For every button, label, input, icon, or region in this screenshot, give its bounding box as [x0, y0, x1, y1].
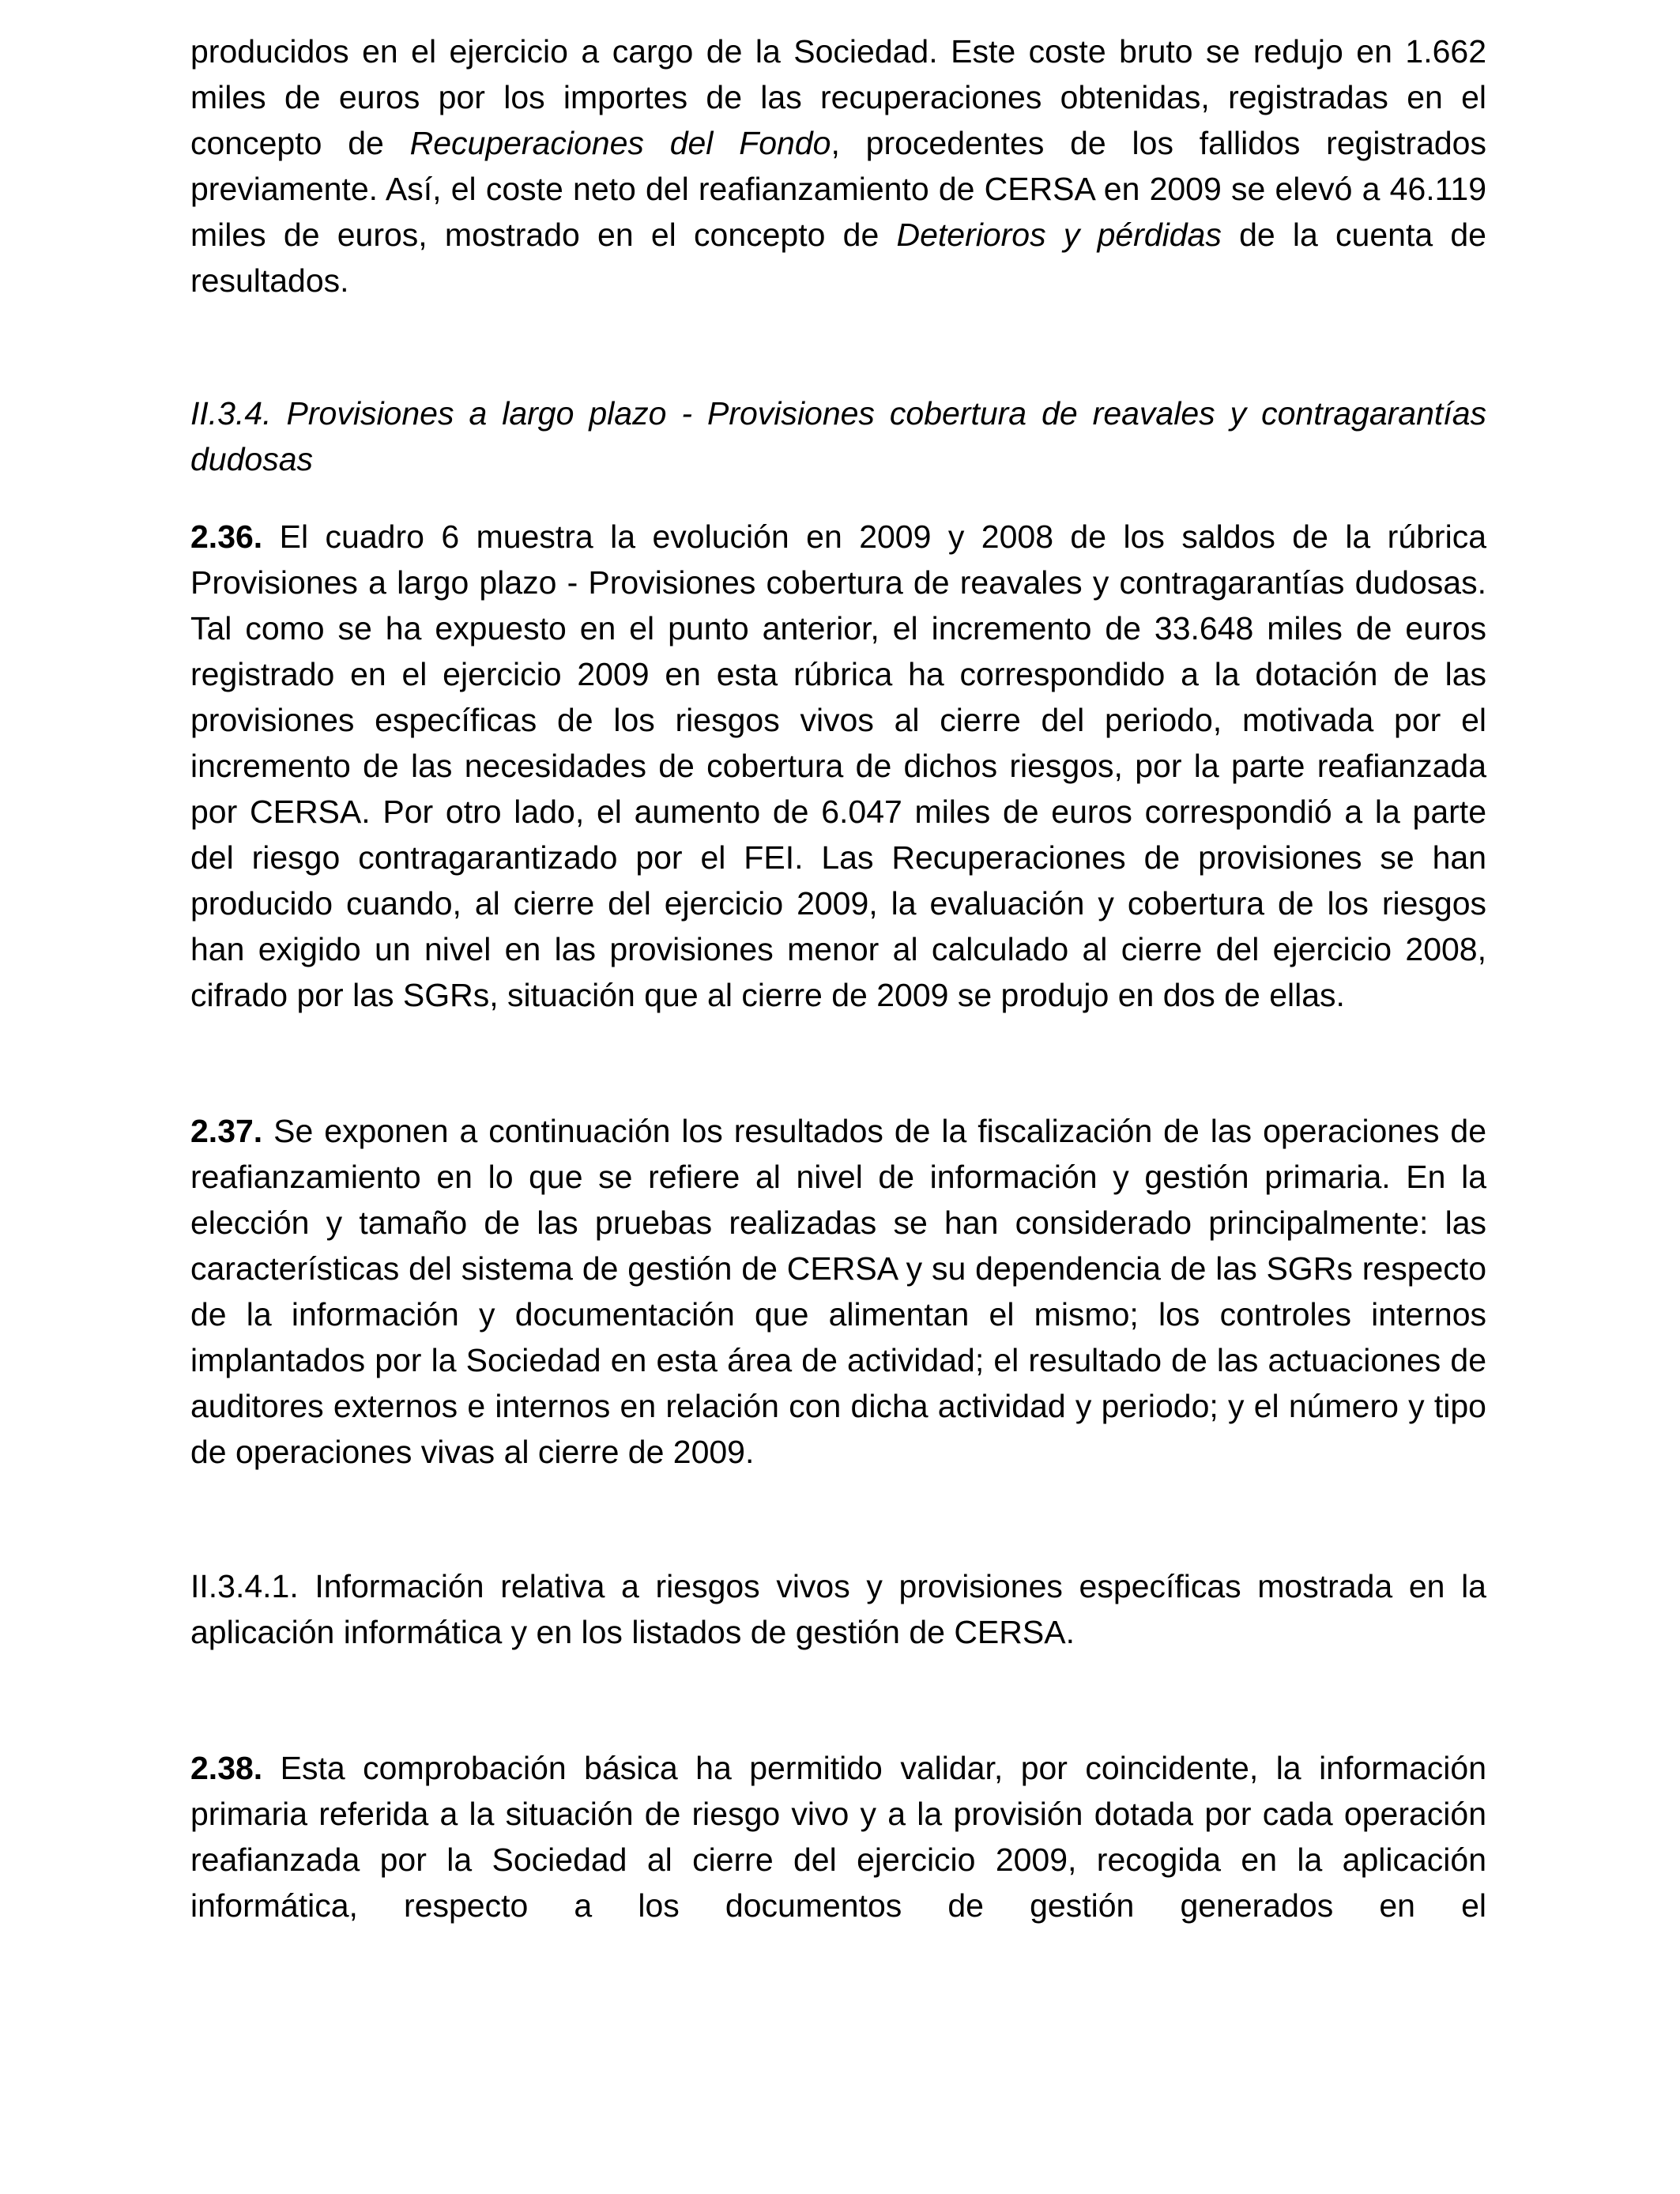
paragraph-number: 2.38. — [190, 1750, 263, 1786]
paragraph-2-36 — [190, 514, 1486, 1018]
paragraph-text: Se exponen a continuación los resultados de la fiscalización de las operaciones de reafianzamiento en lo que se refiere al nivel de información y gestión primaria. En la elección y tamaño de las pruebas realizadas se han considerado principalmente: las características del sistema de gestión de CERSA y su dependencia de las SGRs respecto de la información y documentación que alimentan el mismo; los controles internos implantados por la Sociedad en esta área de actividad; el resultado de las actuaciones de auditores externos e internos en relación con dicha actividad y periodo; y el número y tipo de operaciones vivas al cierre de 2009. — [190, 1113, 1486, 1470]
section-heading-ii-3-4-1: II.3.4.1. Información relativa a riesgos vivos y provisiones específicas mostrada en la aplicación informática y en los listados de gestión de CERSA. — [190, 1568, 1486, 1650]
paragraph-number: 2.36. — [190, 518, 263, 555]
paragraph-text: El cuadro 6 muestra la evolución en 2009 y 2008 de los saldos de la rúbrica Provisiones a largo plazo - Provisiones cobertura de reavales y contragarantías dudosas. Tal como se ha expuesto en el punto anterior, el incremento de 33.648 miles de euros registrado en el ejercicio 2009 en esta rúbrica ha correspondido a la dotación de las provisiones específicas de los riesgos vivos al cierre del periodo, motivada por el incremento de las necesidades de cobertura de dichos riesgos, por la parte reafianzada por CERSA. Por otro lado, el aumento de 6.047 miles de euros correspondió a la parte del riesgo contragarantizado por el FEI. Las Recuperaciones de provisiones se han producido cuando, al cierre del ejercicio 2009, la evaluación y cobertura de los riesgos han exigido un nivel en las provisiones menor al calculado al cierre del ejercicio 2008, cifrado por las SGRs, situación que al cierre de 2009 se produjo en dos de ellas. — [190, 518, 1486, 1013]
italic-term-recuperaciones: Recuperaciones del Fondo — [409, 125, 831, 161]
italic-term-deterioros: Deterioros y pérdidas — [896, 217, 1222, 253]
paragraph-text: Esta comprobación básica ha permitido validar, por coincidente, la información primaria referida a la situación de riesgo vivo y a la provisión dotada por cada operación reafianzada por la Sociedad al cierre del ejercicio 2009, recogida en la aplicación informática, respecto a los documentos de gestión generados en el — [190, 1750, 1486, 1924]
paragraph-2-38 — [190, 1745, 1486, 1928]
paragraph-2-37 — [190, 1108, 1486, 1475]
paragraph-text: , procedentes de los fallidos registrados previamente. Así, el coste neto del reafianzamiento de CERSA en 2009 se elevó a 46.119 miles de euros, mostrado en el concepto de — [190, 125, 1486, 253]
paragraph-text: de la cuenta de resultados. — [190, 217, 1486, 299]
document-body — [190, 28, 1486, 1928]
paragraph-continuation — [190, 28, 1486, 303]
paragraph-text: producidos en el ejercicio a cargo de la Sociedad. Este coste bruto se redujo en 1.662 miles de euros por los importes de las recuperaciones obtenidas, registradas en el concepto de — [190, 33, 1486, 161]
section-heading-ii-3-4: II.3.4. Provisiones a largo plazo - Provisiones cobertura de reavales y contragarantías dudosas — [190, 395, 1486, 477]
paragraph-number: 2.37. — [190, 1113, 263, 1149]
